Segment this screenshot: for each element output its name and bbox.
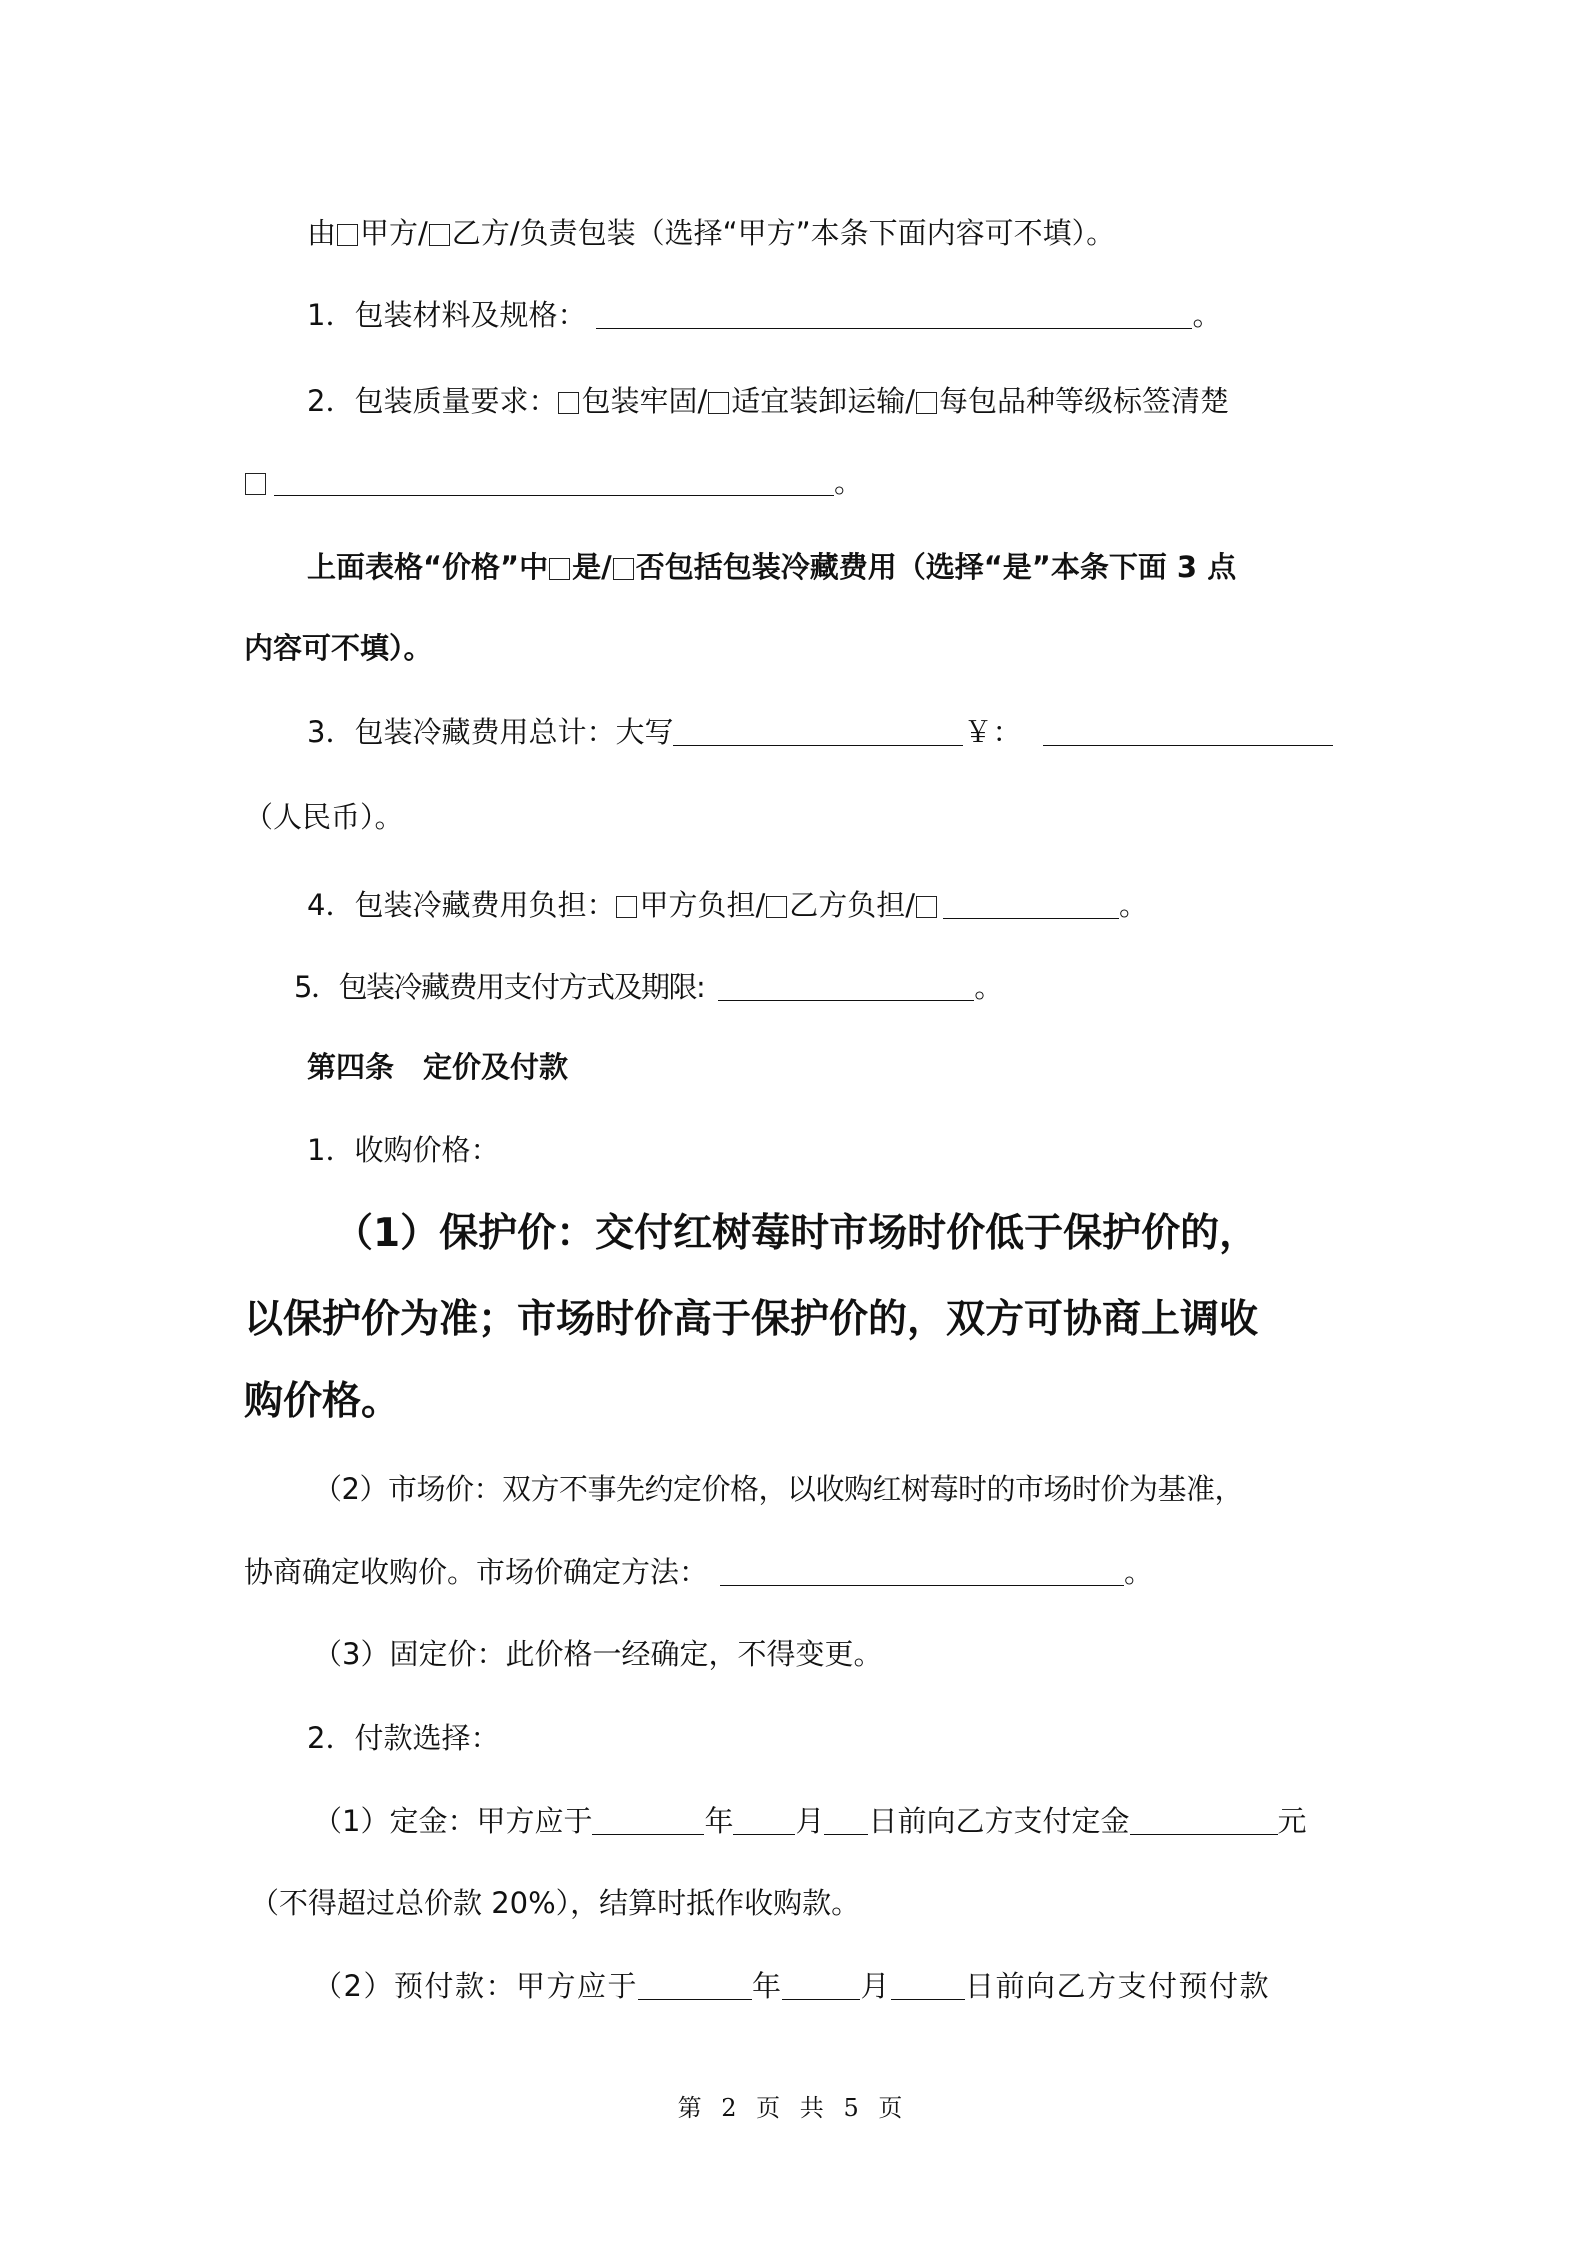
fill-in-blank-day[interactable] [824, 1804, 868, 1835]
checkbox[interactable] [558, 392, 579, 414]
fill-in-blank[interactable] [274, 465, 834, 496]
packaging-intro [307, 213, 1115, 253]
item-label: 2．包装质量要求： [307, 384, 558, 418]
option-text: 适宜装卸运输/ [731, 384, 916, 418]
price-includes-packaging [307, 547, 1236, 587]
checkbox[interactable] [245, 473, 266, 495]
yuan-sign: ￥： [963, 715, 1022, 749]
month-label: 月 [795, 1804, 825, 1838]
checkbox[interactable] [916, 896, 937, 918]
period: 。 [1192, 298, 1222, 332]
period: 。 [1119, 888, 1149, 922]
fill-in-blank[interactable] [596, 298, 1192, 329]
fill-in-blank-amount[interactable] [1043, 715, 1333, 746]
price-note-continued: 内容可不填）。 [244, 631, 433, 665]
checkbox[interactable] [766, 896, 787, 918]
checkbox[interactable] [916, 392, 937, 414]
period: 。 [1124, 1555, 1154, 1589]
item-label: 3．包装冷藏费用总计：大写 [307, 715, 674, 749]
item-label: 1．包装材料及规格： [307, 298, 587, 332]
checkbox[interactable] [613, 558, 634, 580]
checkbox[interactable] [708, 392, 729, 414]
period: 。 [834, 465, 864, 499]
protection-price-line-1: （1）保护价：交付红树莓时市场时价低于保护价的， [334, 1211, 1259, 1256]
option-party-a: 甲方/ [360, 216, 428, 250]
payment-choice-label: 2．付款选择： [307, 1721, 500, 1755]
month-label: 月 [860, 1969, 891, 2003]
checkbox[interactable] [429, 224, 450, 246]
purchase-price-label: 1．收购价格： [307, 1133, 500, 1167]
packaging-item-2 [307, 381, 1229, 421]
option-text: 包装牢固/ [581, 384, 708, 418]
prepayment-label: （2）预付款：甲方应于 [313, 1969, 638, 2003]
item-label: 5．包装冷藏费用支付方式及期限: [294, 970, 705, 1004]
option-text: 每包品种等级标签清楚 [939, 384, 1230, 418]
deposit-line-2: （不得超过总价款 20%），结算时抵作收购款。 [250, 1886, 861, 1920]
year-label: 年 [751, 1969, 783, 2003]
fill-in-blank-month[interactable] [782, 1969, 860, 2000]
checkbox[interactable] [337, 224, 358, 246]
day-label: 日前向乙方支付预付款 [964, 1969, 1270, 2003]
fill-in-blank-year[interactable] [592, 1804, 704, 1835]
packaging-item-2-other [244, 462, 863, 502]
fill-in-blank[interactable] [943, 888, 1119, 919]
market-price-method-label: 协商确定收购价。市场价确定方法： [244, 1555, 709, 1589]
packaging-item-5 [294, 967, 1002, 1007]
page-number-footer: 第 2 页 共 5 页 [677, 2094, 909, 2122]
currency-note: （人民币）。 [244, 800, 404, 834]
fill-in-blank[interactable] [720, 1555, 1124, 1586]
year-label: 年 [704, 1804, 734, 1838]
article-4-heading: 第四条 定价及付款 [307, 1050, 569, 1084]
fill-in-blank[interactable] [718, 970, 974, 1001]
protection-price-line-2: 以保护价为准；市场时价高于保护价的，双方可协商上调收 [244, 1297, 1259, 1342]
fill-in-blank-amount[interactable] [1130, 1804, 1278, 1835]
period: 。 [974, 970, 1002, 1004]
fill-in-blank-day[interactable] [891, 1969, 965, 2000]
packaging-item-4 [307, 885, 1148, 925]
fixed-price: （3）固定价：此价格一经确定，不得变更。 [313, 1637, 883, 1671]
day-label: 日前向乙方支付定金 [868, 1804, 1130, 1838]
packaging-intro-text: 由 [307, 216, 337, 250]
fill-in-blank-uppercase[interactable] [673, 715, 963, 746]
deposit-line-1 [313, 1801, 1307, 1841]
packaging-item-3 [307, 712, 1333, 752]
option-no: 否包括包装冷藏费用（选择“是”本条下面 3 点 [635, 550, 1237, 584]
fill-in-blank-year[interactable] [638, 1969, 752, 2000]
item-label: 4．包装冷藏费用负担： [307, 888, 616, 922]
fill-in-blank-month[interactable] [733, 1804, 795, 1835]
price-text: 上面表格“价格”中 [307, 550, 549, 584]
prepayment-line [313, 1966, 1270, 2006]
option-party-b: 乙方/负责包装（选择“甲方”本条下面内容可不填）。 [451, 216, 1116, 250]
option-yes: 是/ [572, 550, 612, 584]
option-text: 甲方负担/ [639, 888, 766, 922]
deposit-label: （1）定金：甲方应于 [313, 1804, 593, 1838]
packaging-item-1 [307, 295, 1221, 335]
option-text: 乙方负担/ [789, 888, 916, 922]
protection-price-line-3: 购价格。 [244, 1379, 401, 1424]
checkbox[interactable] [549, 558, 570, 580]
yuan-label: 元 [1277, 1804, 1307, 1838]
market-price-line-1: （2）市场价：双方不事先约定价格，以收购红树莓时的市场时价为基准， [313, 1472, 1243, 1506]
market-price-line-2 [244, 1552, 1153, 1592]
checkbox[interactable] [616, 896, 637, 918]
